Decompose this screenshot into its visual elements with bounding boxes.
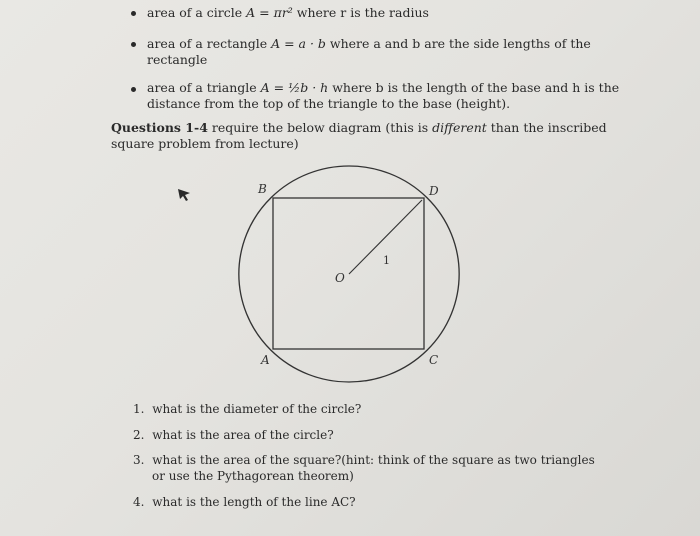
bullet-text: where r is the radius — [292, 5, 429, 20]
bullet-text: rectangle — [147, 52, 208, 67]
bullet-text: distance from the top of the triangle to the base (height). — [147, 96, 511, 111]
label-radius: 1 — [383, 254, 390, 267]
question-item — [133, 427, 334, 443]
question-number: 2. — [133, 428, 145, 442]
question-item — [133, 494, 356, 510]
label-d: D — [429, 184, 439, 198]
label-o: O — [335, 271, 345, 285]
question-text: what is the area of the circle? — [152, 428, 334, 442]
bullet-text: area of a circle — [147, 5, 247, 20]
question-text: what is the length of the line AC? — [152, 495, 356, 509]
question-text: what is the diameter of the circle? — [152, 402, 362, 416]
label-a: A — [261, 353, 270, 367]
bullet-text: area of a triangle — [147, 80, 261, 95]
question-text: what is the area of the square?(hint: think of the square as two triangles — [152, 453, 595, 467]
question-number: 4. — [133, 495, 145, 509]
bullet-text: area of a rectangle — [147, 36, 272, 51]
formula: A = ½b · h — [260, 80, 329, 95]
label-b: B — [258, 182, 267, 196]
intro-text: than the inscribed — [486, 120, 607, 135]
formula: A = πr² — [246, 5, 293, 20]
question-item — [133, 452, 595, 484]
intro-bold: Questions 1-4 — [111, 120, 208, 135]
bullet-text: where a and b are the side lengths of the — [325, 36, 591, 51]
bullet-text: where b is the length of the base and h is the — [328, 80, 620, 95]
intro-emphasis: different — [432, 120, 487, 135]
question-text: or use the Pythagorean theorem) — [152, 469, 354, 483]
label-c: C — [429, 353, 439, 367]
formula: A = a · b — [271, 36, 326, 51]
question-item — [133, 401, 361, 417]
intro-text: square problem from lecture) — [111, 136, 299, 151]
question-number: 1. — [133, 402, 145, 416]
question-number: 3. — [133, 453, 145, 467]
intro-text: require the below diagram (this is — [207, 120, 433, 135]
